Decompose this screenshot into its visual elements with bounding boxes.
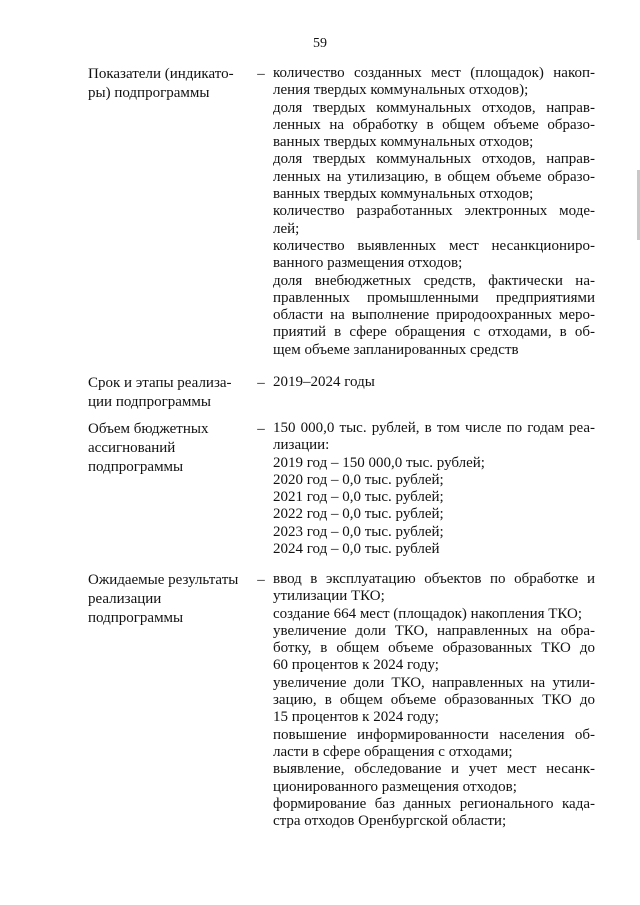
content-line: 2021 год – 0,0 тыс. рублей; xyxy=(273,489,444,506)
content-line: области на выполнение природоохранных меро- xyxy=(273,307,595,324)
content-line: 2024 год – 0,0 тыс. рублей xyxy=(273,541,440,558)
content-line: щем объеме запланированных средств xyxy=(273,341,519,358)
content-line: ввод в эксплуатацию объектов по обработке и xyxy=(273,571,595,587)
content-line: выявление, обследование и учет мест несанк- xyxy=(273,761,595,778)
content-line: 60 процентов к 2024 году; xyxy=(273,657,439,674)
section-label: Срок и этапы реализа- ции подпрограммы xyxy=(88,375,232,410)
content-line: стра отходов Оренбургской области; xyxy=(273,813,507,830)
content-line: доля твердых коммунальных отходов, направ- xyxy=(273,151,595,168)
content-line: 2022 год – 0,0 тыс. рублей; xyxy=(273,506,444,523)
content-line: количество созданных мест (площадок) накоп- xyxy=(273,65,595,81)
content-line: ласти в сфере обращения с отходами; xyxy=(273,743,513,760)
content-line: ленных на утилизацию, в общем объеме образо- xyxy=(273,168,595,185)
content-line: 2023 год – 0,0 тыс. рублей; xyxy=(273,523,444,540)
page-number: 59 xyxy=(313,36,327,51)
section-content xyxy=(273,571,595,830)
section-dash: – xyxy=(257,375,265,391)
content-line: количество разработанных электронных моде- xyxy=(273,203,595,220)
content-line: ботку, в общем объеме образованных ТКО до xyxy=(273,640,595,657)
section-dash: – xyxy=(257,421,265,437)
content-line: 150 000,0 тыс. рублей, в том числе по годам реа- xyxy=(273,420,595,436)
content-line: лизации: xyxy=(273,437,330,454)
section-label: Объем бюджетных ассигнований подпрограммы xyxy=(88,421,209,475)
content-line: количество выявленных мест несанкциониро- xyxy=(273,237,595,254)
content-line: ционированного размещения отходов; xyxy=(273,778,517,795)
content-line: увеличение доли ТКО, направленных на утили- xyxy=(273,674,595,691)
content-line: ванного размещения отходов; xyxy=(273,255,463,272)
content-line: приятий в сфере обращения с отходами, в об- xyxy=(273,324,595,341)
content-line: 2020 год – 0,0 тыс. рублей; xyxy=(273,471,444,488)
content-line: 2019–2024 годы xyxy=(273,374,375,390)
content-line: зацию, в общем объеме образованных ТКО до xyxy=(273,692,595,709)
section-content xyxy=(273,420,595,558)
section-content xyxy=(273,65,595,359)
content-line: 15 процентов к 2024 году; xyxy=(273,709,439,726)
content-line: лей; xyxy=(273,220,300,237)
content-line: увеличение доли ТКО, направленных на обра- xyxy=(273,622,595,639)
content-line: 2019 год – 150 000,0 тыс. рублей; xyxy=(273,454,485,471)
content-line: ванных твердых коммунальных отходов; xyxy=(273,134,534,151)
content-line: ленных на обработку в общем объеме образо- xyxy=(273,116,595,133)
section-label: Ожидаемые результаты реализации подпрограммы xyxy=(88,572,239,626)
section-label: Показатели (индикато- ры) подпрограммы xyxy=(88,66,234,101)
content-line: доля внебюджетных средств, фактически на- xyxy=(273,272,595,289)
content-line: повышение информированности населения об- xyxy=(273,726,595,743)
content-line: формирование баз данных регионального када- xyxy=(273,795,595,812)
content-line: доля твердых коммунальных отходов, направ- xyxy=(273,99,595,116)
content-line: утилизации ТКО; xyxy=(273,588,385,605)
section-dash: – xyxy=(257,66,265,82)
content-line: ления твердых коммунальных отходов); xyxy=(273,82,529,99)
content-line: правленных промышленными предприятиями xyxy=(273,289,595,306)
section-dash: – xyxy=(257,572,265,588)
content-line: создание 664 мест (площадок) накопления ТКО; xyxy=(273,605,583,622)
section-content xyxy=(273,374,595,391)
content-line: ванных твердых коммунальных отходов; xyxy=(273,186,534,203)
